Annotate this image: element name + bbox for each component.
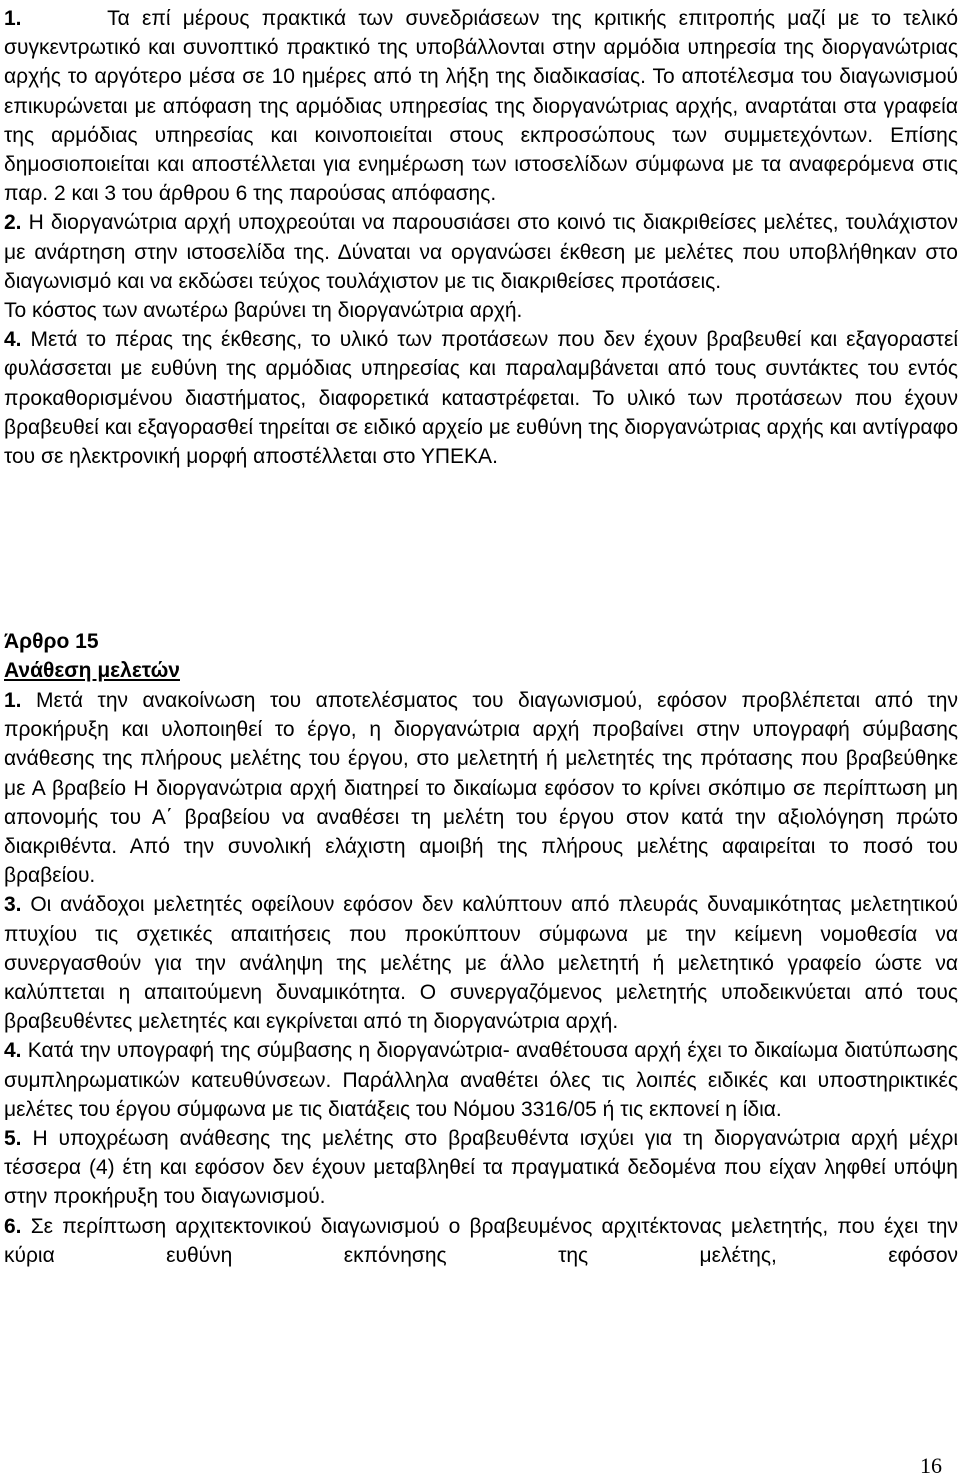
paragraph-text: Η διοργανώτρια αρχή υποχρεούται να παρουσιάσει στο κοινό τις διακριθείσες μελέτες, τουλάχιστον με ανάρτηση στην ιστοσελίδα της. Δύναται να οργανώσει έκθεση με μελέτες που υποβλήθηκαν στο διαγωνισμό και να εκδώσει τεύχος τουλάχιστον με τις διακριθείσες προτάσεις. xyxy=(4,211,958,293)
article-paragraph-4 xyxy=(4,1036,958,1124)
paragraph-text: Μετά την ανακοίνωση του αποτελέσματος του διαγωνισμού, εφόσον προβλέπεται από την προκήρυξη και υλοποιηθεί το έργο, η διοργανώτρια αρχή προβαίνει στην υπογραφή σύμβασης ανάθεσης της πλήρους μελέτης του έργου, στο μελετητή ή μελετητές της πρότασης που βραβεύθηκε με Α βραβείο Η διοργανώτρια αρχή διατηρεί το δικαίωμα εφόσον το κρίνει σκόπιμο σε περίπτωση μη απονομής του Α΄ βραβείου να αναθέσει τη μελέτη του έργου στον κατά την αξιολόγηση πρώτο διακριθέντα. Από την συνολική ελάχιστη αμοιβή της πλήρους μελέτης αφαιρείται το ποσό του βραβείου. xyxy=(4,689,958,888)
paragraph-number: 5. xyxy=(4,1127,22,1151)
paragraph-4 xyxy=(4,325,958,471)
paragraph-1 xyxy=(4,4,958,208)
top-section xyxy=(4,4,958,471)
paragraph-number: 6. xyxy=(4,1214,22,1238)
article-title: Άρθρο 15 xyxy=(4,630,99,653)
paragraph-2 xyxy=(4,208,958,296)
article-paragraph-3 xyxy=(4,890,958,1036)
article-paragraph-1 xyxy=(4,686,958,890)
article-paragraph-6 xyxy=(4,1212,958,1270)
paragraph-text: Το κόστος των ανωτέρω βαρύνει τη διοργανώτρια αρχή. xyxy=(4,299,523,323)
paragraph-number: 1. xyxy=(4,689,22,712)
paragraph-number: 3. xyxy=(4,893,22,917)
paragraph-text: Σε περίπτωση αρχιτεκτονικού διαγωνισμού ο βραβευμένος αρχιτέκτονας μελετητής, που έχει την κύρια ευθύνη εκπόνησης της μελέτης, εφόσον xyxy=(4,1214,958,1267)
bottom-section xyxy=(4,686,958,1270)
page-number: 16 xyxy=(920,1453,942,1478)
paragraph-number: 1. xyxy=(4,7,22,30)
cost-note xyxy=(4,296,958,325)
paragraph-number: 2. xyxy=(4,211,22,235)
paragraph-text: Η υποχρέωση ανάθεσης της μελέτης στο βραβευθέντα ισχύει για τη διοργανώτρια αρχή μέχρι τέσσερα (4) έτη και εφόσον δεν έχουν μεταβληθεί τα πραγματικά δεδομένα που είχαν ληφθεί υπόψη στην προκήρυξη του διαγωνισμού. xyxy=(4,1127,958,1209)
article-heading xyxy=(4,627,958,685)
article-paragraph-5 xyxy=(4,1124,958,1212)
article-subtitle: Ανάθεση μελετών xyxy=(4,659,180,683)
paragraph-number: 4. xyxy=(4,328,22,352)
paragraph-text: Μετά το πέρας της έκθεσης, το υλικό των προτάσεων που δεν έχουν βραβευθεί και εξαγοραστεί φυλάσσεται με ευθύνη της αρμόδιας υπηρεσίας και παραλαμβάνεται από τους συντάκτες του εντός προκαθορισμένου διαστήματος, διαφορετικά καταστρέφεται. Το υλικό των προτάσεων που έχουν βραβευθεί και εξαγορασθεί τηρείται σε ειδικό αρχείο με ευθύνη της διοργανώτριας αρχής και αντίγραφο του σε ηλεκτρονική μορφή αποστέλλεται στο ΥΠΕΚΑ. xyxy=(4,328,958,469)
paragraph-text: Κατά την υπογραφή της σύμβασης η διοργανώτρια- αναθέτουσα αρχή έχει το δικαίωμα διατύπωσης συμπληρωματικών κατευθύνσεων. Παράλληλα αναθέτει όλες τις λοιπές ειδικές και υποστηρικτικές μελέτες του έργου σύμφωνα με τις διατάξεις του Νόμου 3316/05 ή τις εκπονεί η ίδια. xyxy=(4,1039,958,1121)
paragraph-text: Οι ανάδοχοι μελετητές οφείλουν εφόσον δεν καλύπτουν από πλευράς δυναμικότητας μελετητικού πτυχίου τις σχετικές απαιτήσεις που προκύπτουν σύμφωνα με την κείμενη νομοθεσία να συνεργασθούν για την ανάληψη της μελέτης με άλλο μελετητή ή μελετητικό γραφείο ώστε να καλύπτεται η απαιτούμενη δυναμικότητα. Ο συνεργαζόμενος μελετητής υποδεικνύεται από τους βραβευθέντες μελετητές και εγκρίνεται από τη διοργανώτρια αρχή. xyxy=(4,893,958,1034)
paragraph-number: 4. xyxy=(4,1039,22,1063)
paragraph-text: Τα επί μέρους πρακτικά των συνεδριάσεων της κριτικής επιτροπής μαζί με το τελικό συγκεντρωτικό και συνοπτικό πρακτικό της υποβάλλονται στην αρμόδια υπηρεσία της διοργανώτριας αρχής το αργότερο μέσα σε 10 ημέρες από τη λήξη της διαδικασίας. Το αποτέλεσμα του διαγωνισμού επικυρώνεται με απόφαση της αρμόδιας υπηρεσίας της διοργανώτριας αρχής, αναρτάται στα γραφεία της αρμόδιας υπηρεσίας και κοινοποιείται στους εκπροσώπους των συμμετεχόντων. Επίσης δημοσιοποιείται και αποστέλλεται για ενημέρωση των ιστοσελίδων σύμφωνα με τα αναφερόμενα στις παρ. 2 και 3 του άρθρου 6 της παρούσας απόφασης. xyxy=(4,7,959,206)
